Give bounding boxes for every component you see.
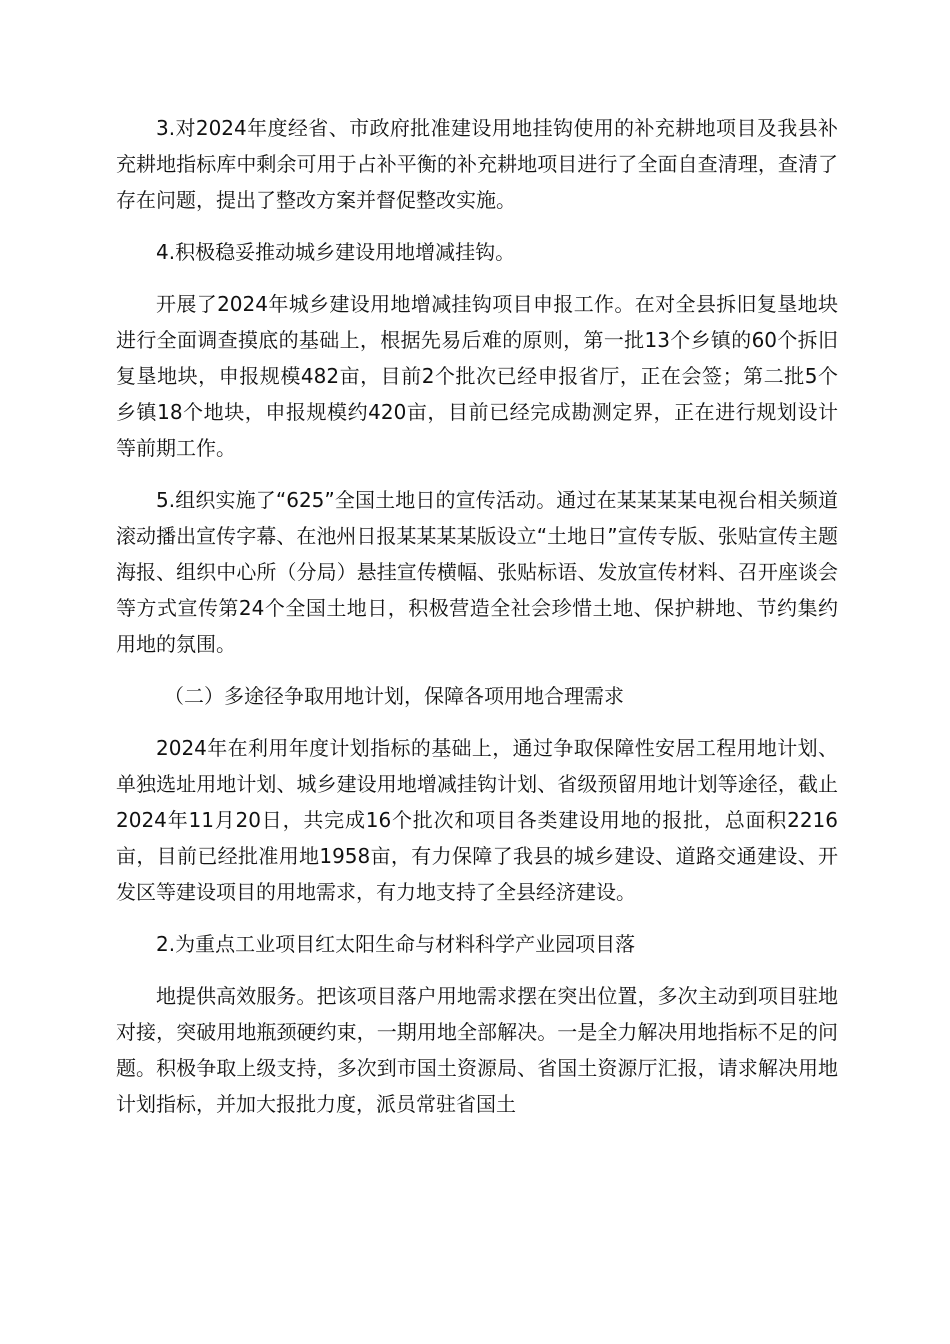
paragraph-land-use-plan-approval: 2024年在利用年度计划指标的基础上，通过争取保障性安居工程用地计划、单独选址用地计划、城乡建设用地增减挂钩计划、省级预留用地计划等途径，截止2024年11月20日，共完成16个批次和项目各类建设用地的报批，总面积2216亩，目前已经批准用地1958亩，有力保障了我县的城乡建设、道路交通建设、开发区等建设项目的用地需求，有力地支持了全县经济建设。 xyxy=(116,736,838,904)
section-heading-2: （二）多途径争取用地计划，保障各项用地合理需求 xyxy=(164,684,624,708)
paragraph-item-4-heading: 4.积极稳妥推动城乡建设用地增减挂钩。 xyxy=(156,240,516,264)
paragraph-item-5-land-day-campaign: 5.组织实施了“625”全国土地日的宣传活动。通过在某某某某电视台相关频道滚动播出宣传字幕、在池州日报某某某某版设立“土地日”宣传专版、张贴宣传主题海报、组织中心所（分局）悬挂宣传横幅、张贴标语、发放宣传材料、召开座谈会等方式宣传第24个全国土地日，积极营造全社会珍惜土地、保护耕地、节约集约用地的氛围。 xyxy=(116,488,838,656)
paragraph-linkage-project-application: 开展了2024年城乡建设用地增减挂钩项目申报工作。在对全县拆旧复垦地块进行全面调查摸底的基础上，根据先易后难的原则，第一批13个乡镇的60个拆旧复垦地块，申报规模482亩，目前2个批次已经申报省厅，正在会签；第二批5个乡镇18个地块，申报规模约420亩，目前已经完成勘测定界，正在进行规划设计等前期工作。 xyxy=(116,292,838,460)
paragraph-item-2-heading: 2.为重点工业项目红太阳生命与材料科学产业园项目落 xyxy=(156,932,636,956)
paragraph-efficient-service: 地提供高效服务。把该项目落户用地需求摆在突出位置，多次主动到项目驻地对接，突破用地瓶颈硬约束，一期用地全部解决。一是全力解决用地指标不足的问题。积极争取上级支持，多次到市国土资源局、省国土资源厅汇报，请求解决用地计划指标，并加大报批力度，派员常驻省国土 xyxy=(116,984,838,1116)
document-body xyxy=(116,110,838,1138)
paragraph-item-3-self-inspection: 3.对2024年度经省、市政府批准建设用地挂钩使用的补充耕地项目及我县补充耕地指标库中剩余可用于占补平衡的补充耕地项目进行了全面自查清理，查清了存在问题，提出了整改方案并督促整改实施。 xyxy=(116,116,838,212)
